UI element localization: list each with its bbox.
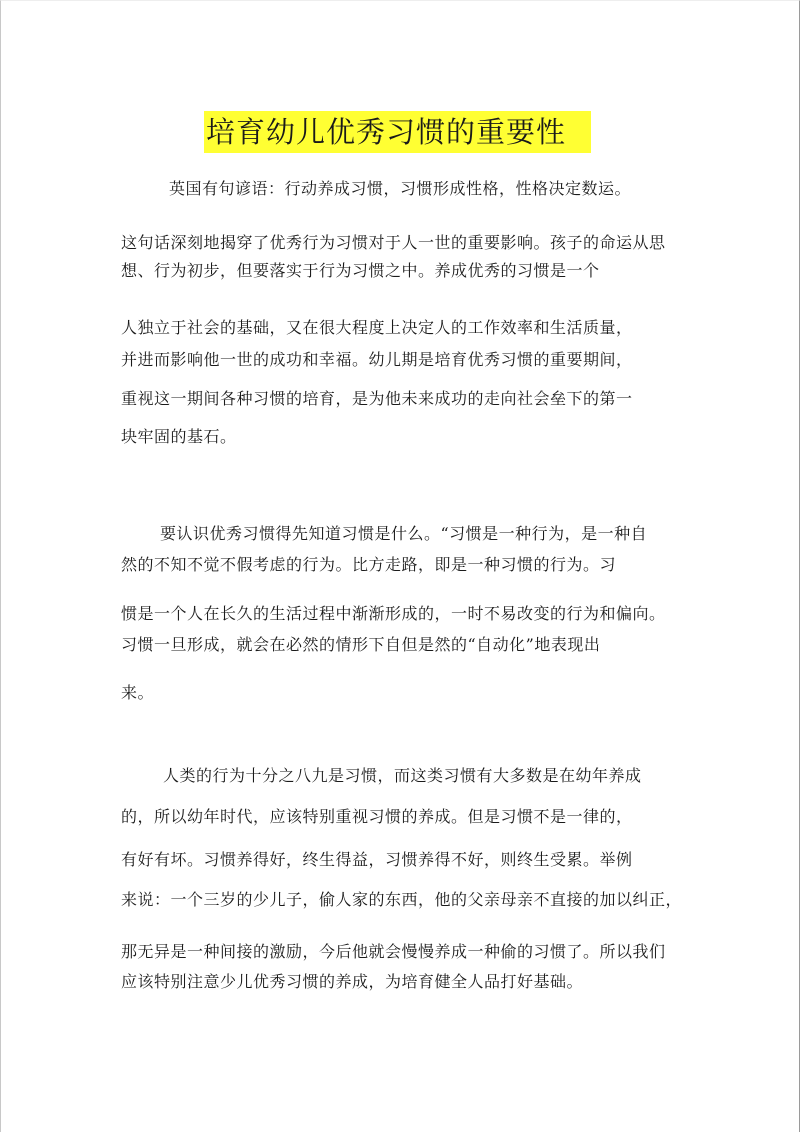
paragraph-line: 这句话深刻地揭穿了优秀行为习惯对于人一世的重要影响。孩子的命运从思 (121, 233, 666, 252)
page-title: 培育幼儿优秀习惯的重要性 (206, 115, 567, 149)
paragraph-line: 英国有句谚语：行动养成习惯，习惯形成性格，性格决定数运。 (169, 179, 632, 198)
paragraph-line: 人独立于社会的基础，又在很大程度上决定人的工作效率和生活质量， (121, 318, 633, 337)
paragraph-line: 人类的行为十分之八九是习惯，而这类习惯有大多数是在幼年养成 (163, 766, 642, 785)
paragraph-line: 重视这一期间各种习惯的培育，是为他未来成功的走向社会垒下的第一 (121, 389, 633, 408)
paragraph-line: 惯是一个人在长久的生活过程中渐渐形成的，一时不易改变的行为和偏向。 (121, 604, 666, 623)
paragraph-line: 习惯一旦形成，就会在必然的情形下自但是然的“自动化”地表现出 (121, 635, 601, 654)
paragraph-line: 那无异是一种间接的激励，今后他就会慢慢养成一种偷的习惯了。所以我们 (121, 942, 666, 961)
paragraph-line: 来说：一个三岁的少儿子，偷人家的东西，他的父亲母亲不直接的加以纠正， (121, 890, 683, 909)
paragraph-line: 应该特别注意少儿优秀习惯的养成，为培育健全人品打好基础。 (121, 972, 584, 991)
paragraph-line: 然的不知不觉不假考虑的行为。比方走路，即是一种习惯的行为。习 (121, 555, 617, 574)
paragraph-line: 块牢固的基石。 (121, 427, 237, 446)
paragraph-line: 来。 (121, 683, 155, 702)
paragraph-line: 有好有坏。习惯养得好，终生得益，习惯养得不好，则终生受累。举例 (121, 850, 633, 869)
paragraph-line: 要认识优秀习惯得先知道习惯是什么。“习惯是一种行为，是一种自 (160, 524, 648, 543)
paragraph-line: 的，所以幼年时代，应该特别重视习惯的养成。但是习惯不是一律的， (121, 807, 633, 826)
paragraph-line: 并进而影响他一世的成功和幸福。幼儿期是培育优秀习惯的重要期间， (121, 350, 633, 369)
paragraph-line: 想、行为初步，但要落实于行为习惯之中。养成优秀的习惯是一个 (121, 261, 600, 280)
